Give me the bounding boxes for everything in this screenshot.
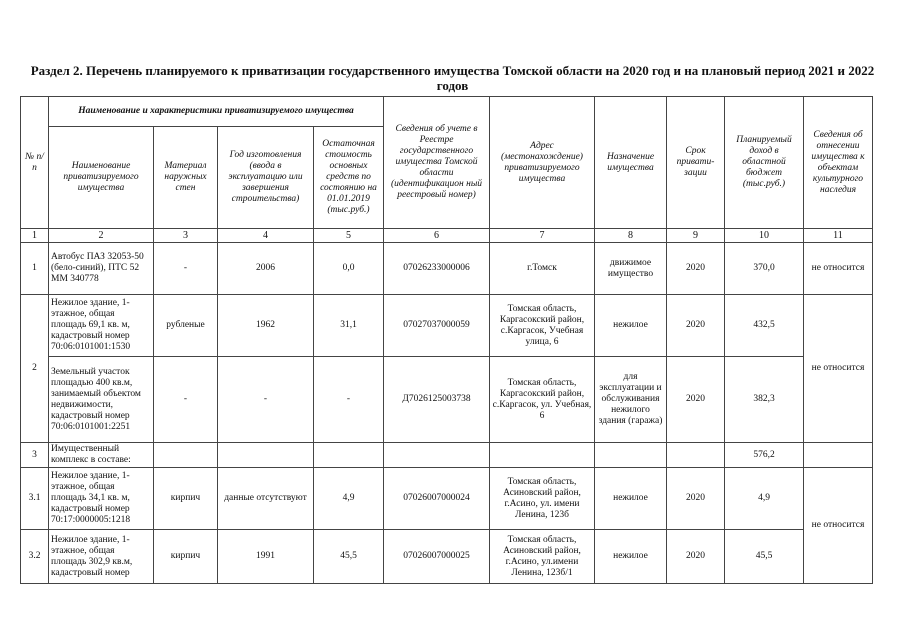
purpose: движимое имущество <box>595 243 667 295</box>
row-num: 1 <box>21 243 49 295</box>
table-row <box>21 295 873 357</box>
address: Томская область, Каргасокский район, с.Каргасок, Учебная улица, 6 <box>490 295 595 357</box>
heritage-status: не относится <box>804 295 873 443</box>
privatization-term: 2020 <box>667 243 725 295</box>
empty-cell <box>314 443 384 468</box>
row-num: 3.2 <box>21 530 49 584</box>
col-number: 4 <box>218 229 314 243</box>
registry-number: 07026233000006 <box>384 243 490 295</box>
purpose: нежилое <box>595 530 667 584</box>
col-number: 8 <box>595 229 667 243</box>
planned-income: 4,9 <box>725 468 804 530</box>
empty-cell <box>218 443 314 468</box>
item-name: Нежилое здание, 1-этажное, общая площадь 69,1 кв. м, кадастровый номер 70:06:0101001:1530 <box>49 295 154 357</box>
header-purpose: Назначение имущества <box>595 97 667 229</box>
address: Томская область, Асиновский район, г.Асино, ул.имени Ленина, 123б/1 <box>490 530 595 584</box>
wall-material: - <box>154 357 218 443</box>
registry-number: Д7026125003738 <box>384 357 490 443</box>
empty-cell <box>595 443 667 468</box>
build-year: 1962 <box>218 295 314 357</box>
privatization-term: 2020 <box>667 357 725 443</box>
heritage-status: не относится <box>804 243 873 295</box>
residual-value: 45,5 <box>314 530 384 584</box>
empty-cell <box>804 443 873 468</box>
registry-number: 07026007000024 <box>384 468 490 530</box>
empty-cell <box>154 443 218 468</box>
wall-material: рубленые <box>154 295 218 357</box>
build-year: данные отсутствуют <box>218 468 314 530</box>
item-name: Автобус ПАЗ 32053-50 (бело-синий), ПТС 52 ММ 340778 <box>49 243 154 295</box>
header-term: Срок привати-зации <box>667 97 725 229</box>
address: Томская область, Асиновский район, г.Асино, ул. имени Ленина, 123б <box>490 468 595 530</box>
privatization-term: 2020 <box>667 530 725 584</box>
col-number: 5 <box>314 229 384 243</box>
planned-income: 370,0 <box>725 243 804 295</box>
table-row <box>21 530 873 584</box>
page-title: Раздел 2. Перечень планируемого к приватизации государственного имущества Томской области на 2020 год и на плановый период 2021 и 2022 годов <box>30 63 875 93</box>
residual-value: 31,1 <box>314 295 384 357</box>
item-name: Земельный участок площадью 400 кв.м, занимаемый объектом недвижимости, кадастровый номер 70:06:0101001:2251 <box>49 357 154 443</box>
empty-cell <box>667 443 725 468</box>
item-name: Имущественный комплекс в составе: <box>49 443 154 468</box>
heritage-status: не относится <box>804 468 873 584</box>
header-address: Адрес (местонахождение) приватизируемого имущества <box>490 97 595 229</box>
header-row-1 <box>21 97 873 127</box>
residual-value: 4,9 <box>314 468 384 530</box>
privatization-table <box>20 96 873 584</box>
col-number: 6 <box>384 229 490 243</box>
header-num: № п/п <box>21 97 49 229</box>
row-num: 3.1 <box>21 468 49 530</box>
header-year: Год изготовления (ввода в эксплуатацию или завершения строительства) <box>218 127 314 229</box>
col-number: 1 <box>21 229 49 243</box>
column-numbers-row <box>21 229 873 243</box>
col-number: 7 <box>490 229 595 243</box>
row-num: 3 <box>21 443 49 468</box>
table-row <box>21 443 873 468</box>
planned-income: 382,3 <box>725 357 804 443</box>
build-year: 1991 <box>218 530 314 584</box>
header-registry: Сведения об учете в Реестре государственного имущества Томской области (идентификацион ный реестровый номер) <box>384 97 490 229</box>
address: г.Томск <box>490 243 595 295</box>
residual-value: 0,0 <box>314 243 384 295</box>
empty-cell <box>384 443 490 468</box>
empty-cell <box>490 443 595 468</box>
header-group: Наименование и характеристики приватизируемого имущества <box>49 97 384 127</box>
purpose: нежилое <box>595 295 667 357</box>
header-walls: Материал наружных стен <box>154 127 218 229</box>
purpose: для эксплуатации и обслуживания нежилого здания (гаража) <box>595 357 667 443</box>
privatization-term: 2020 <box>667 468 725 530</box>
wall-material: - <box>154 243 218 295</box>
address: Томская область, Каргасокский район, с.Каргасок, ул. Учебная, 6 <box>490 357 595 443</box>
header-income: Планируемый доход в областной бюджет (тыс.руб.) <box>725 97 804 229</box>
item-name: Нежилое здание, 1-этажное, общая площадь 302,9 кв.м, кадастровый номер <box>49 530 154 584</box>
purpose: нежилое <box>595 468 667 530</box>
header-name: Наименование приватизируемого имущества <box>49 127 154 229</box>
col-number: 2 <box>49 229 154 243</box>
build-year: - <box>218 357 314 443</box>
planned-income: 432,5 <box>725 295 804 357</box>
header-residual: Остаточная стоимость основных средств по состоянию на 01.01.2019 (тыс.руб.) <box>314 127 384 229</box>
planned-income: 576,2 <box>725 443 804 468</box>
table-row <box>21 243 873 295</box>
build-year: 2006 <box>218 243 314 295</box>
col-number: 3 <box>154 229 218 243</box>
planned-income: 45,5 <box>725 530 804 584</box>
item-name: Нежилое здание, 1-этажное, общая площадь 34,1 кв. м, кадастровый номер 70:17:0000005:1218 <box>49 468 154 530</box>
table-row <box>21 357 873 443</box>
registry-number: 07027037000059 <box>384 295 490 357</box>
residual-value: - <box>314 357 384 443</box>
row-num: 2 <box>21 295 49 443</box>
col-number: 10 <box>725 229 804 243</box>
registry-number: 07026007000025 <box>384 530 490 584</box>
table-row <box>21 468 873 530</box>
header-heritage: Сведения об отнесении имущества к объектам культурного наследия <box>804 97 873 229</box>
wall-material: кирпич <box>154 468 218 530</box>
col-number: 11 <box>804 229 873 243</box>
wall-material: кирпич <box>154 530 218 584</box>
privatization-term: 2020 <box>667 295 725 357</box>
col-number: 9 <box>667 229 725 243</box>
